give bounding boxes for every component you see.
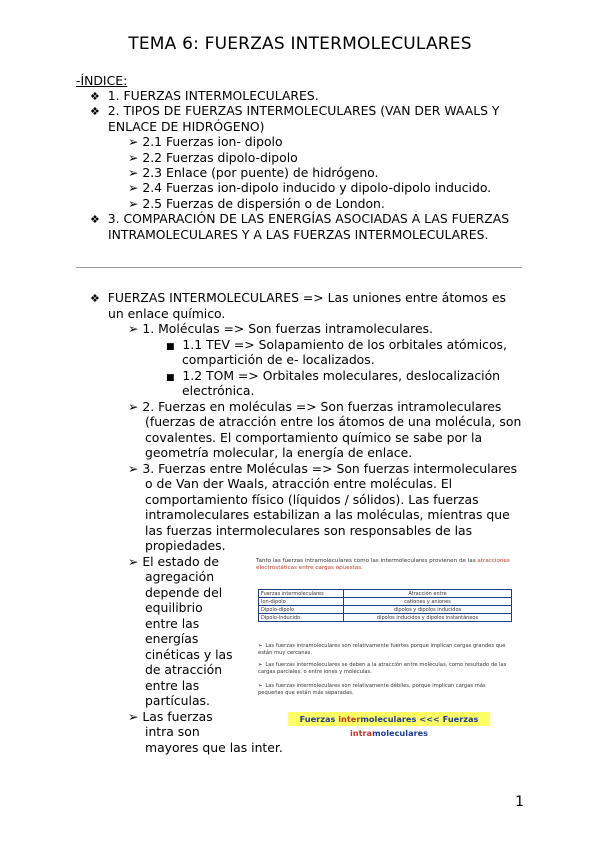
table-cell: dipolos y dipolos inducidos: [344, 606, 512, 614]
embedded-figure: [252, 556, 518, 736]
figure-banner: Fuerzas intermoleculares <<< Fuerzas intramoleculares: [288, 712, 490, 726]
text-line: intramoleculares estabilizan a las moléculas, mientras que: [145, 507, 510, 522]
list-subitem: ■ 1.2 TOM => Orbitales moleculares, deslocalización: [166, 368, 501, 383]
arrow-bullet-icon: ➢: [128, 196, 139, 211]
index-subitem: ➢ 2.5 Fuerzas de dispersión o de London.: [128, 196, 385, 211]
figure-caption: Tanto las fuerzas intramoleculares como las intermoleculares provienen de las atracciones electrostáticas entre cargas opuestas.: [256, 558, 510, 571]
arrow-bullet-icon: ➢: [128, 399, 139, 414]
table-cell: dipolos inducidos y dipolos instantáneos: [344, 614, 512, 622]
text-line: partículas.: [145, 693, 210, 708]
table-row: [259, 614, 512, 622]
list-item: ➢ Las fuerzas: [128, 709, 213, 724]
text-line: entre las: [145, 678, 200, 693]
text-line: electrónica.: [182, 383, 255, 398]
arrow-bullet-icon: ➢: [128, 554, 139, 569]
text-line: intra son: [145, 724, 200, 739]
table-row: [259, 606, 512, 614]
text-line: cinéticas y las: [145, 647, 233, 662]
index-item: ❖ 1. FUERZAS INTERMOLECULARES.: [90, 88, 319, 103]
arrow-bullet-icon: ➢: [128, 134, 139, 149]
arrow-bullet-icon: ➢: [128, 709, 139, 724]
text-line: o de Van der Waals, atracción entre moléculas. El: [145, 476, 453, 491]
diamond-bullet-icon: ❖: [90, 105, 100, 118]
table-cell: Dipolo-inducido: [259, 614, 344, 622]
arrow-bullet-icon: ➢: [128, 180, 139, 195]
text-line: energías: [145, 631, 199, 646]
arrow-bullet-icon: ➢: [258, 662, 263, 668]
diamond-bullet-icon: ❖: [90, 292, 100, 305]
arrow-bullet-icon: ➢: [128, 150, 139, 165]
text-line: un enlace químico.: [108, 306, 226, 321]
index-item-continued: ENLACE DE HIDRÓGENO): [108, 119, 265, 134]
page-title: TEMA 6: FUERZAS INTERMOLECULARES: [128, 34, 472, 54]
list-subitem: ■ 1.1 TEV => Solapamiento de los orbitales atómicos,: [166, 337, 507, 352]
text-line: compartición de e- localizados.: [182, 352, 375, 367]
table-row: [259, 590, 512, 598]
text-line: comportamiento físico (líquidos / sólidos). Las fuerzas: [145, 492, 479, 507]
page-number: 1: [515, 794, 524, 810]
text-line: las fuerzas intermoleculares son responsables de las: [145, 523, 473, 538]
text-line: equilibrio: [145, 600, 203, 615]
diamond-bullet-icon: ❖: [90, 213, 100, 226]
square-bullet-icon: ■: [166, 342, 175, 352]
arrow-bullet-icon: ➢: [128, 165, 139, 180]
figure-table: [258, 589, 512, 622]
text-line: mayores que las inter.: [145, 740, 283, 755]
arrow-bullet-icon: ➢: [258, 643, 263, 649]
figure-bullet: ➢ Las fuerzas intermoleculares son relativamente débiles, porque implican cargas más pequeñas que están más separadas.: [258, 683, 486, 696]
text-line: de atracción: [145, 662, 223, 677]
index-subitem: ➢ 2.1 Fuerzas ion- dipolo: [128, 134, 283, 149]
text-line: propiedades.: [145, 538, 226, 553]
list-item: ➢ El estado de: [128, 554, 219, 569]
table-cell: Dipolo-dipolo: [259, 606, 344, 614]
text-line: geometría molecular, la energía de enlace.: [145, 445, 413, 460]
square-bullet-icon: ■: [166, 373, 175, 383]
text-line: depende del: [145, 585, 223, 600]
arrow-bullet-icon: ➢: [128, 461, 139, 476]
index-item: ❖ 2. TIPOS DE FUERZAS INTERMOLECULARES (VAN DER WAALS Y: [90, 103, 500, 118]
arrow-bullet-icon: ➢: [128, 321, 139, 336]
divider: [76, 267, 522, 268]
index-subitem: ➢ 2.3 Enlace (por puente) de hidrógeno.: [128, 165, 379, 180]
list-item: ➢ 1. Moléculas => Son fuerzas intramoleculares.: [128, 321, 433, 336]
table-cell: Atracción entre: [344, 590, 512, 598]
table-row: [259, 598, 512, 606]
index-subitem: ➢ 2.4 Fuerzas ion-dipolo inducido y dipolo-dipolo inducido.: [128, 180, 492, 195]
text-line: agregación: [145, 569, 215, 584]
text-line: entre las: [145, 616, 200, 631]
table-cell: Ion-dipolo: [259, 598, 344, 606]
table-cell: Fuerzas intermoleculares: [259, 590, 344, 598]
section-heading: ❖ FUERZAS INTERMOLECULARES => Las uniones entre átomos es: [90, 290, 506, 305]
figure-bullet: ➢ Las fuerzas intramoleculares son relativamente fuertes porque implican cargas grandes que están muy cercanas.: [258, 643, 506, 656]
text-line: covalentes. El comportamiento químico se sabe por la: [145, 430, 483, 445]
list-item: ➢ 3. Fuerzas entre Moléculas => Son fuerzas intermoleculares: [128, 461, 518, 476]
list-item: ➢ 2. Fuerzas en moléculas => Son fuerzas intramoleculares: [128, 399, 502, 414]
index-subitem: ➢ 2.2 Fuerzas dipolo-dipolo: [128, 150, 298, 165]
figure-bullet: ➢ Las fuerzas intermoleculares se deben a la atracción entre moléculas, como resultado de las cargas parciales, o entre iones y moléculas.: [258, 662, 507, 675]
index-heading: -ÍNDICE:: [76, 73, 128, 88]
table-cell: cationes y aniones: [344, 598, 512, 606]
text-line: (fuerzas de atracción entre los átomos de una molécula, son: [145, 414, 522, 429]
index-item-continued: INTRAMOLECULARES Y A LAS FUERZAS INTERMOLECULARES.: [108, 227, 489, 242]
diamond-bullet-icon: ❖: [90, 90, 100, 103]
index-item: ❖ 3. COMPARACIÓN DE LAS ENERGÍAS ASOCIADAS A LAS FUERZAS: [90, 211, 510, 226]
arrow-bullet-icon: ➢: [258, 683, 263, 689]
